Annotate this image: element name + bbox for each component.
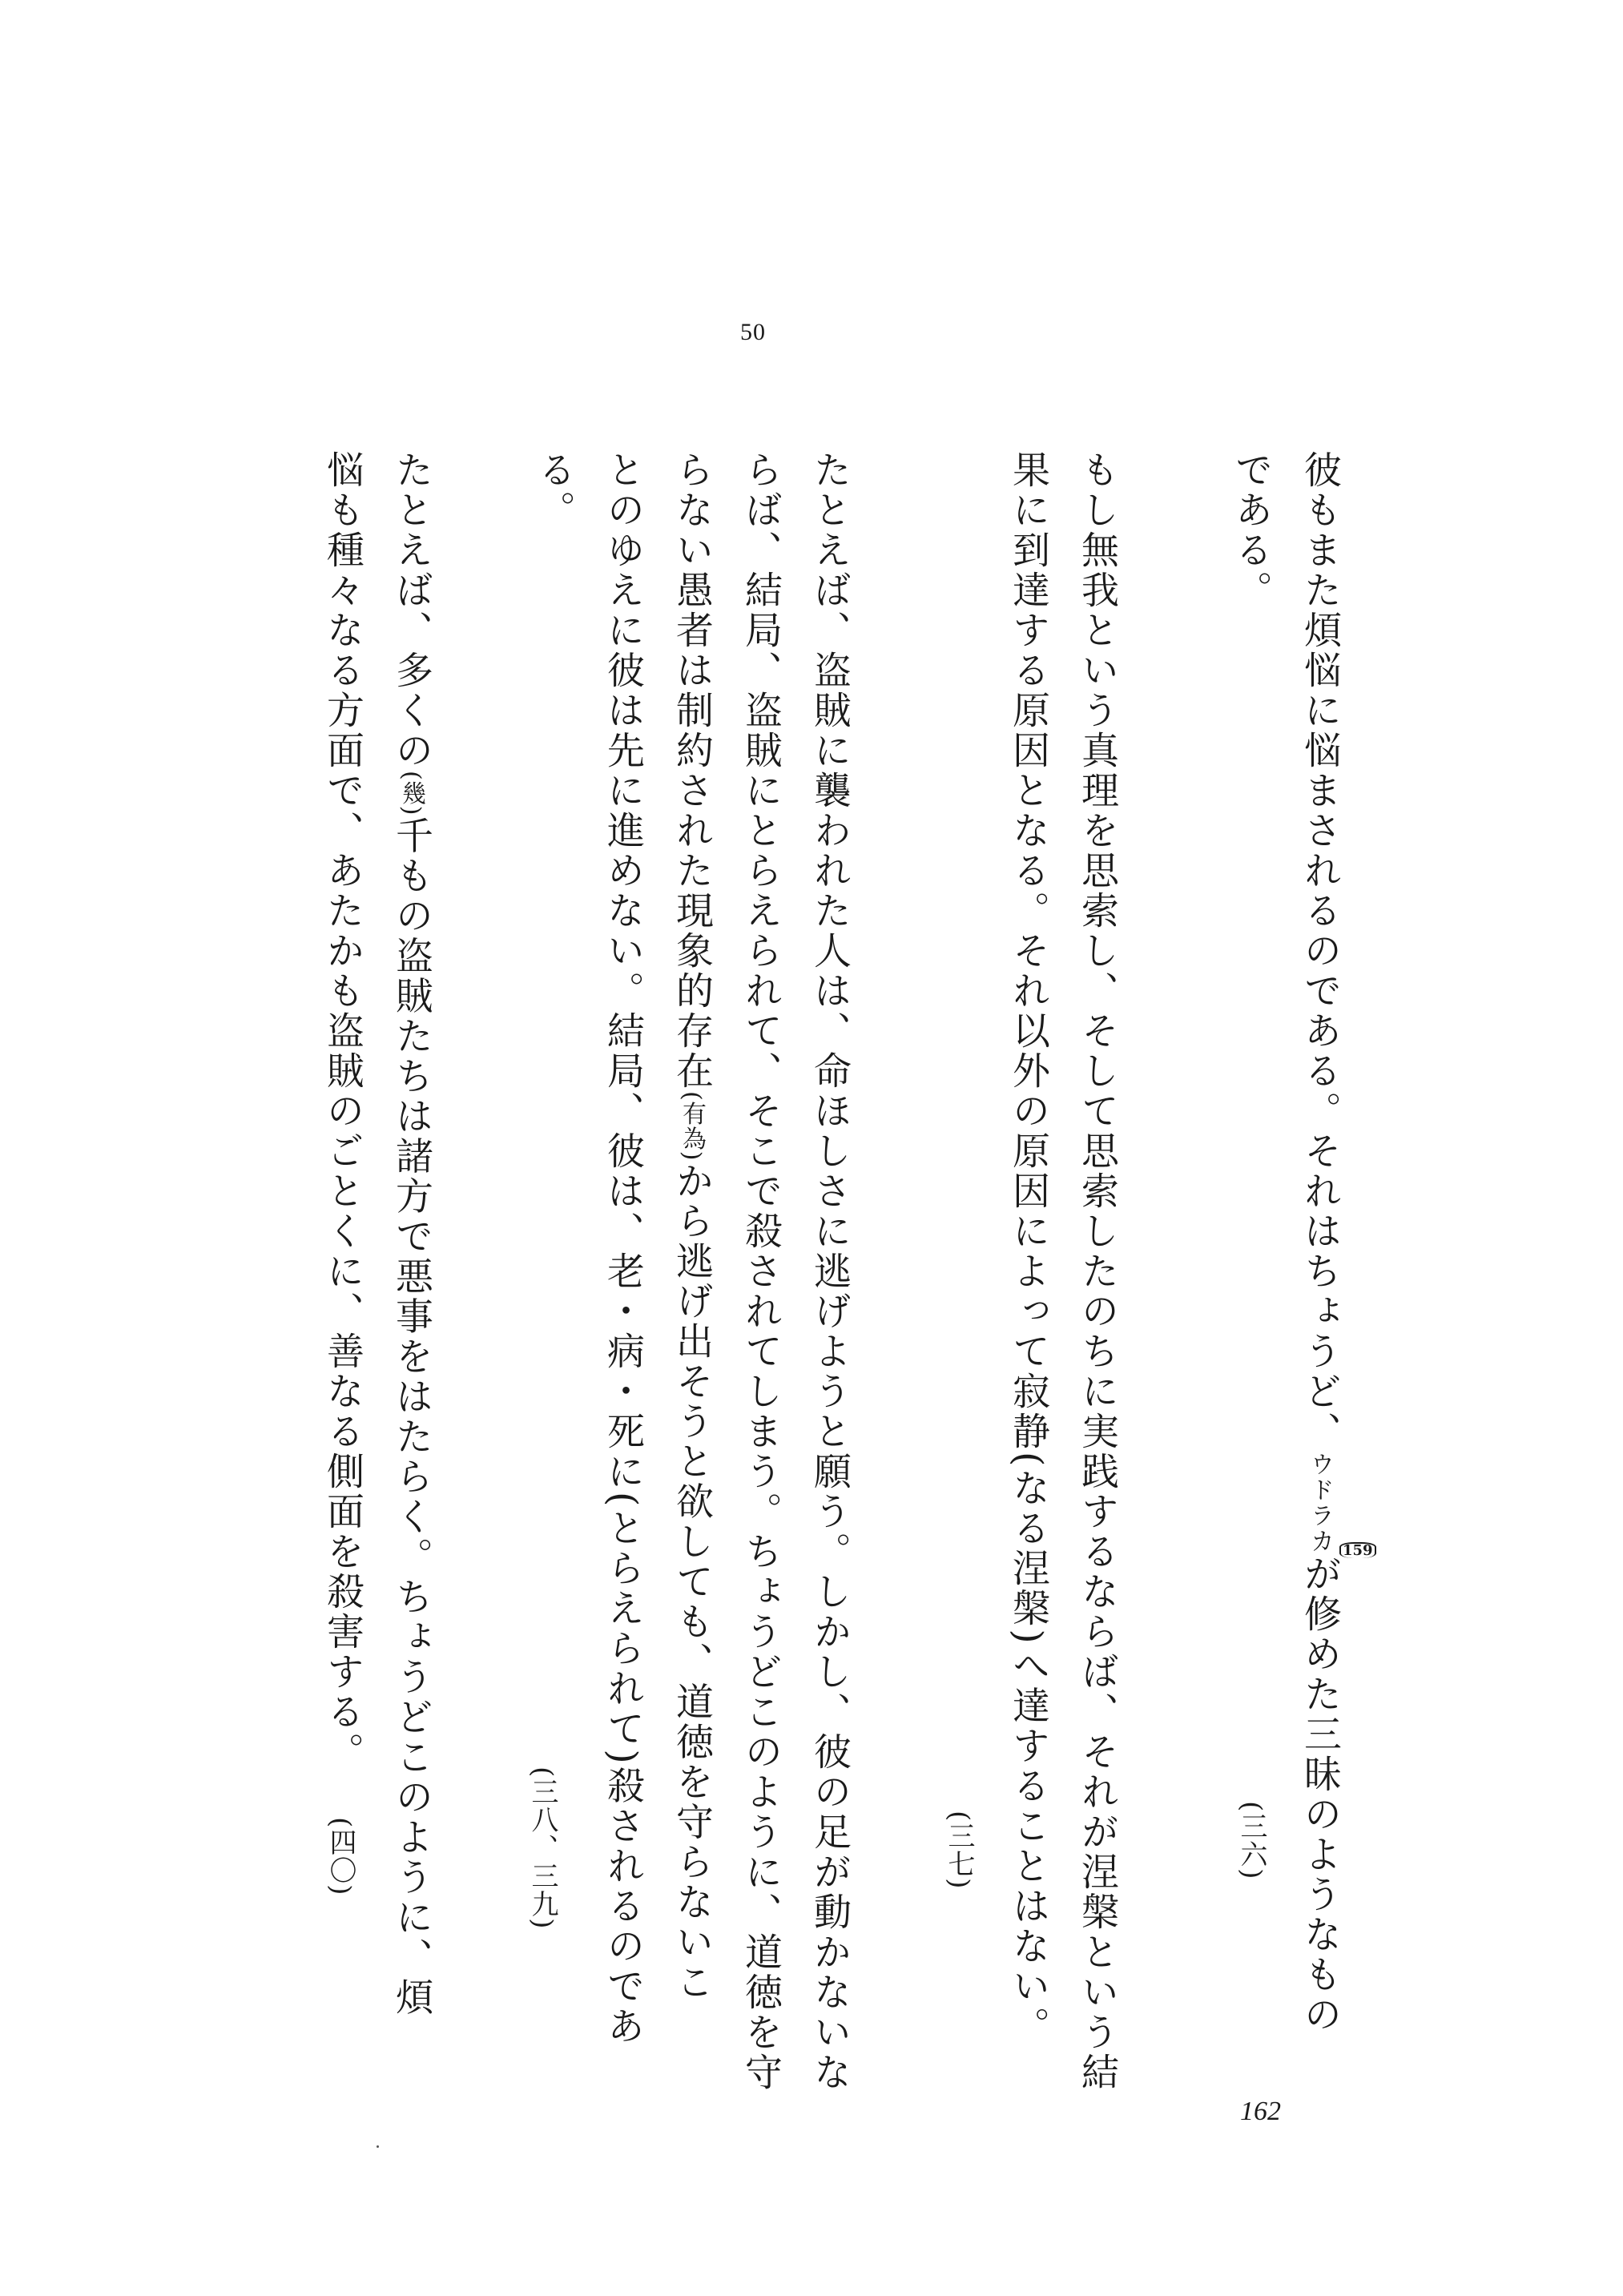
- text-column: らない愚者は制約された現象的存在(有為)から逃げ出そうと欲しても、道徳を守らないこ: [670, 450, 714, 2003]
- scan-speck: [377, 2145, 379, 2148]
- footnote-reference: 159: [1339, 1542, 1376, 1558]
- annotation-text: (有為): [678, 1091, 706, 1162]
- text-column: 悩も種々なる方面で、あたかも盗賊のごとくに、善なる側面を殺害する。: [320, 450, 364, 1772]
- verse-number: (四〇): [324, 1817, 356, 1896]
- verse-number: (三八、三九): [526, 1766, 558, 1930]
- text-column: らば、結局、盗賊にとらえられて、そこで殺されてしまう。ちょうどこのように、道徳を守: [739, 450, 783, 2093]
- verse-number: (三六): [1235, 1801, 1267, 1880]
- name-ruby-text: ウドラカ: [1306, 1452, 1334, 1554]
- text-column: である。: [1229, 450, 1273, 610]
- text-column: たとえば、多くの(幾)千もの盗賊たちは諸方で悪事をはたらく。ちょうどこのように、煩: [389, 450, 433, 2018]
- text-column: とのゆえに彼は先に進めない。結局、彼は、老・病・死に(とらえられて)殺されるのであ: [601, 450, 645, 2047]
- annotation-text: (幾): [397, 771, 425, 816]
- page-number: 50: [740, 319, 766, 345]
- text-column: る。: [532, 450, 576, 530]
- text-column: たとえば、盗賊に襲われた人は、命ほしさに逃げようと願う。しかし、彼の足が動かないな: [807, 450, 852, 2093]
- verse-number: (三七): [943, 1811, 975, 1890]
- text-column: 彼もまた煩悩に悩まされるのである。それはちょうど、ウドラカが修めた三昧のようなもの: [1298, 450, 1342, 2035]
- margin-page-number: 162: [1240, 2097, 1281, 2126]
- text-column: もし無我という真理を思索し、そして思索したのちに実践するならば、それが涅槃という結: [1075, 450, 1119, 2093]
- text-column: 果に到達する原因となる。それ以外の原因によって寂静(なる涅槃)へ達することはない。: [1006, 450, 1050, 2047]
